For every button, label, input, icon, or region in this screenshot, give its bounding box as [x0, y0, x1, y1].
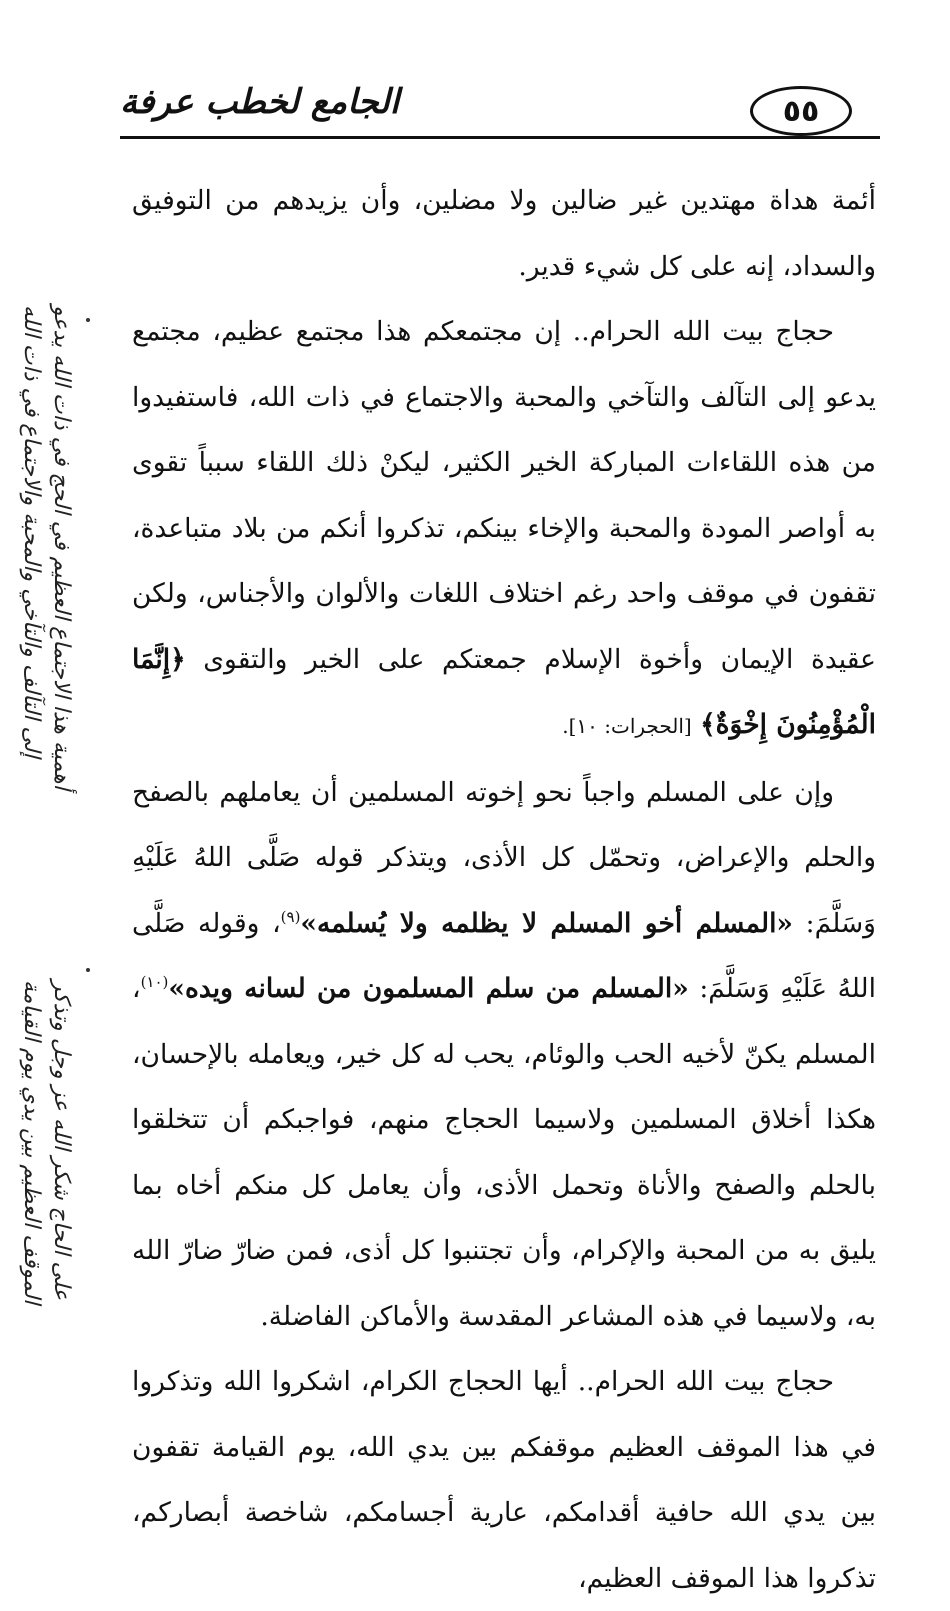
paragraph-2-text: حجاج بيت الله الحرام.. إن مجتمعكم هذا مجتمع عظيم، مجتمع يدعو إلى التآلف والتآخي والمحبة والاجتماع في ذات الله، فاستفيدوا من هذه اللقاءات المباركة الخير الكثير، ليكنْ ذلك اللقاء سبباً تقوى به أواصر المودة والمحبة والإخاء بينكم، تذكروا أنكم من بلاد متباعدة، تقفون في موقف واحد رغم اختلاف اللغات والألوان والأجناس، ولكن عقيدة الإيمان وأخوة الإسلام جمعتكم على الخير والتقوى — [132, 316, 876, 675]
page-number-text: ٥٥ — [782, 93, 820, 129]
margin-note-bottom-line-2: الموقف العظيم بين يدي يوم القيامة — [19, 980, 44, 1305]
paragraph-4: حجاج بيت الله الحرام.. أيها الحجاج الكرام، اشكروا الله وتذكروا في هذا الموقف العظيم موقفكم بين يدي الله، يوم القيامة تقفون بين يدي الله حافية أقدامكم، عارية أجسامكم، شاخصة أبصاركم، تذكروا هذا الموقف العظيم، — [132, 1366, 876, 1594]
page-number — [750, 86, 852, 136]
hadith-1: «المسلم أخو المسلم لا يظلمه ولا يُسلمه» — [300, 907, 793, 939]
running-title: الجامع لخطب عرفة — [120, 82, 400, 122]
verse-reference: [الحجرات: ١٠]. — [562, 714, 692, 738]
margin-dot — [86, 318, 90, 322]
paragraph-3 — [132, 760, 876, 1350]
footnote-ref-9: (٩) — [280, 907, 301, 926]
footnote-ref-10: (١٠) — [140, 973, 169, 992]
paragraph-2 — [132, 299, 876, 760]
margin-note-top-line-1: أهمية هذا الاجتماع العظيم في الحج في ذات الله يدعو — [49, 305, 74, 790]
page-body — [132, 168, 876, 1611]
paragraph-3-text-a: وإن على المسلم واجباً نحو إخوته المسلمين أن يعاملهم بالصفح والحلم والإعراض، وتحمّل كل الأذى، ويتذكر قوله صَلَّى اللهُ عَلَيْهِ وَسَلَّمَ: — [132, 776, 876, 939]
quran-verse: ﴿إِنَّمَا الْمُؤْمِنُونَ إِخْوَةٌ﴾ — [132, 643, 876, 740]
header-rule — [120, 136, 880, 139]
margin-note-bottom — [16, 980, 76, 1305]
margin-note-bottom-line-1: على الحاج شكر الله عز وجل وتذكر — [49, 980, 74, 1301]
margin-note-top — [16, 305, 76, 865]
page-header — [120, 82, 880, 144]
paragraph-1: أئمة هداة مهتدين غير ضالين ولا مضلين، وأن يزيدهم من التوفيق والسداد، إنه على كل شيء قدير. — [132, 185, 876, 282]
paragraph-3-text-c: ، المسلم يكنّ لأخيه الحب والوئام، يحب له كل خير، ويعامله بالإحسان، هكذا أخلاق المسلمين ولاسيما الحجاج منهم، فواجبكم أن تتخلقوا بالحلم والصفح والأناة وتحمل الأذى، وأن يعامل كل منكم أخاه بما يليق به من المحبة والإكرام، وأن تجتنبوا كل أذى، فمن ضارّ ضارّ الله به، ولاسيما في هذه المشاعر المقدسة والأماكن الفاضلة. — [132, 973, 876, 1332]
margin-note-top-line-2: إلى التآلف والتآخي والمحبة والاجتماع في ذات الله — [19, 305, 44, 758]
margin-dot — [86, 968, 90, 972]
hadith-2: «المسلم من سلم المسلمون من لسانه ويده» — [168, 973, 689, 1004]
paragraph-3-text-b: ، وقوله صَلَّى اللهُ عَلَيْهِ وَسَلَّمَ: — [132, 907, 876, 1004]
